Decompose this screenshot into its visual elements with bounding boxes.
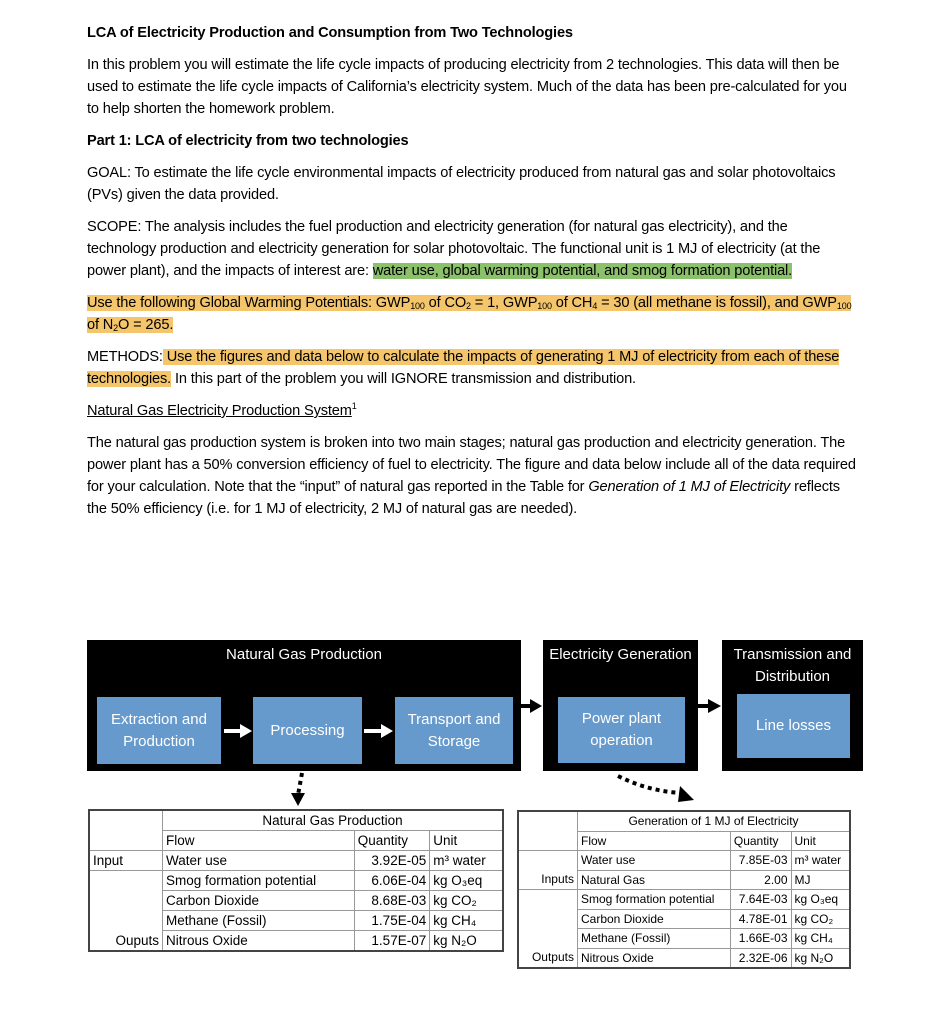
quantity-cell: 2.32E-06 — [730, 948, 791, 968]
power-plant-label: Power plant operation — [581, 710, 662, 749]
table-title-row — [89, 810, 503, 831]
scope-text: SCOPE: The analysis includes the fuel production and electricity generation (for natural gas electricity), and the technology production and electricity generation for solar photovoltaic. The functional unit is 1 MJ of electricity (at the power plant), and the impacts of interest are: — [87, 219, 821, 279]
intro-paragraph: In this problem you will estimate the life cycle impacts of producing electricity from 2 technologies. This data will then be used to estimate the life cycle impacts of California’s electricity system. Much of the data has been pre-calculated for you to help shorten the homework problem. — [87, 57, 847, 117]
footnote-marker: 1 — [351, 401, 357, 411]
table-corner-cell — [518, 831, 578, 851]
part1-heading: Part 1: LCA of electricity from two technologies — [87, 133, 409, 149]
arrow-production-to-generation — [521, 699, 542, 713]
table-row — [518, 948, 850, 968]
quantity-cell: 3.92E-05 — [354, 851, 429, 871]
gwp-subscript: 100 — [410, 301, 425, 311]
flow-cell: Carbon Dioxide — [163, 891, 355, 911]
elec-gen-label: Electricity Generation — [549, 646, 692, 663]
flow-cell: Nitrous Oxide — [578, 948, 731, 968]
gwp-paragraph — [87, 292, 857, 336]
dotted-arrow-to-ng-table — [291, 773, 305, 806]
gwp-highlight — [87, 295, 851, 333]
col-header-quantity: Quantity — [354, 831, 429, 851]
methods-text: In this part of the problem you will IGNORE transmission and distribution. — [171, 371, 636, 387]
table-corner-cell — [518, 811, 578, 831]
row-group-spacer — [518, 851, 578, 871]
gwp-subscript: 2 — [113, 323, 119, 333]
line-losses-stage — [737, 694, 850, 758]
table-row — [89, 851, 503, 871]
unit-cell: kg CH₄ — [430, 911, 503, 931]
gwp-text: O = 265. — [118, 317, 174, 333]
table-row — [518, 890, 850, 910]
ng-section-heading — [87, 400, 857, 422]
table-row — [89, 911, 503, 931]
table-row — [518, 929, 850, 949]
document-title: LCA of Electricity Production and Consumption from Two Technologies — [87, 25, 573, 41]
row-group-spacer — [518, 909, 578, 929]
gwp-subscript: 100 — [836, 301, 852, 311]
ng-paragraph-emphasis: Generation of 1 MJ of Electricity — [588, 479, 791, 495]
gwp-text: = 1, GWP — [470, 295, 538, 311]
generation-table — [517, 810, 851, 969]
scope-paragraph — [87, 216, 857, 282]
quantity-cell: 1.57E-07 — [354, 931, 429, 952]
unit-cell: m³ water — [430, 851, 503, 871]
unit-cell: kg O₃eq — [430, 871, 503, 891]
flow-cell: Carbon Dioxide — [578, 909, 731, 929]
col-header-quantity: Quantity — [730, 831, 791, 851]
flow-cell: Methane (Fossil) — [578, 929, 731, 949]
processing-label: Processing — [270, 721, 345, 739]
flow-cell: Nitrous Oxide — [163, 931, 355, 952]
quantity-cell: 6.06E-04 — [354, 871, 429, 891]
extraction-stage — [97, 697, 221, 764]
table-row — [518, 909, 850, 929]
flow-cell: Water use — [163, 851, 355, 871]
methods-label: METHODS: — [87, 349, 163, 365]
table-header-row — [89, 831, 503, 851]
gwp-subscript: 100 — [537, 301, 552, 311]
row-group-label: Inputs — [518, 870, 578, 890]
row-group-label: Outputs — [518, 948, 578, 968]
row-group-spacer — [89, 871, 163, 891]
row-group-spacer — [89, 891, 163, 911]
unit-cell: kg N₂O — [430, 931, 503, 952]
ng-production-label: Natural Gas Production — [226, 646, 382, 663]
table-row — [518, 851, 850, 871]
table-row — [518, 870, 850, 890]
goal-paragraph: GOAL: To estimate the life cycle environmental impacts of electricity produced from natural gas and solar photovoltaics (PVs) given the data provided. — [87, 165, 836, 203]
gwp-subscript: 4 — [592, 301, 598, 311]
row-group-label: Input — [89, 851, 163, 871]
table-row — [89, 871, 503, 891]
extraction-label: Extraction and Production — [111, 710, 207, 750]
transport-label: Transport and Storage — [407, 710, 501, 750]
methods-paragraph — [87, 346, 857, 390]
col-header-flow: Flow — [578, 831, 731, 851]
ng-section-heading-text: Natural Gas Electricity Production System — [87, 403, 352, 419]
td-label: Transmission and Distribution — [733, 646, 852, 685]
flow-cell: Smog formation potential — [163, 871, 355, 891]
table-corner-cell — [89, 831, 163, 851]
gwp-text: of N — [87, 317, 114, 333]
ng-paragraph — [87, 432, 857, 520]
unit-cell: kg CH₄ — [791, 929, 850, 949]
gwp-text: of CO — [424, 295, 467, 311]
processing-stage — [253, 697, 362, 764]
unit-cell: MJ — [791, 870, 850, 890]
col-header-unit: Unit — [791, 831, 850, 851]
table-header-row — [518, 831, 850, 851]
table-corner-cell — [89, 810, 163, 831]
row-group-spacer — [518, 929, 578, 949]
gwp-text: = 30 (all methane is fossil), and GWP — [597, 295, 837, 311]
line-losses-label: Line losses — [755, 717, 832, 734]
quantity-cell: 8.68E-03 — [354, 891, 429, 911]
ng-production-table — [88, 809, 504, 952]
unit-cell: kg O₃eq — [791, 890, 850, 910]
ng-paragraph-text: reflects the 50% efficiency (i.e. for 1 MJ of electricity, 2 MJ of natural gas are needed). — [87, 479, 840, 517]
unit-cell: kg CO₂ — [430, 891, 503, 911]
table-title: Natural Gas Production — [163, 810, 504, 831]
unit-cell: kg N₂O — [791, 948, 850, 968]
row-group-label: Ouputs — [89, 931, 163, 952]
methods-highlight: Use the figures and data below to calculate the impacts of generating 1 MJ of electricity from each of these technologies. — [87, 349, 840, 387]
arrow-generation-to-td — [698, 699, 721, 713]
dotted-arrow-to-gen-table — [618, 776, 694, 802]
gwp-text: Use the following Global Warming Potentials: GWP — [87, 295, 411, 311]
col-header-flow: Flow — [163, 831, 355, 851]
table-row — [89, 931, 503, 952]
quantity-cell: 7.85E-03 — [730, 851, 791, 871]
gwp-subscript: 2 — [466, 301, 471, 311]
flow-cell: Methane (Fossil) — [163, 911, 355, 931]
quantity-cell: 4.78E-01 — [730, 909, 791, 929]
power-plant-stage — [558, 697, 685, 763]
quantity-cell: 1.75E-04 — [354, 911, 429, 931]
document-body — [87, 22, 857, 530]
quantity-cell: 1.66E-03 — [730, 929, 791, 949]
table-row — [89, 891, 503, 911]
flow-cell: Natural Gas — [578, 870, 731, 890]
col-header-unit: Unit — [430, 831, 503, 851]
flow-cell: Smog formation potential — [578, 890, 731, 910]
table-title: Generation of 1 MJ of Electricity — [578, 811, 851, 831]
row-group-spacer — [518, 890, 578, 910]
quantity-cell: 7.64E-03 — [730, 890, 791, 910]
unit-cell: kg CO₂ — [791, 909, 850, 929]
transport-stage — [395, 697, 513, 764]
row-group-spacer — [89, 911, 163, 931]
table-title-row — [518, 811, 850, 831]
quantity-cell: 2.00 — [730, 870, 791, 890]
ng-paragraph-text: The natural gas production system is broken into two main stages; natural gas production and electricity generation. The power plant has a 50% conversion efficiency of fuel to electricity. The figure and data below include all of the data required for your calculation. Note that the “input” of natural gas reported in the Table for — [87, 435, 856, 495]
scope-highlight: water use, global warming potential, and smog formation potential. — [372, 263, 793, 279]
unit-cell: m³ water — [791, 851, 850, 871]
flow-cell: Water use — [578, 851, 731, 871]
gwp-text: of CH — [551, 295, 593, 311]
